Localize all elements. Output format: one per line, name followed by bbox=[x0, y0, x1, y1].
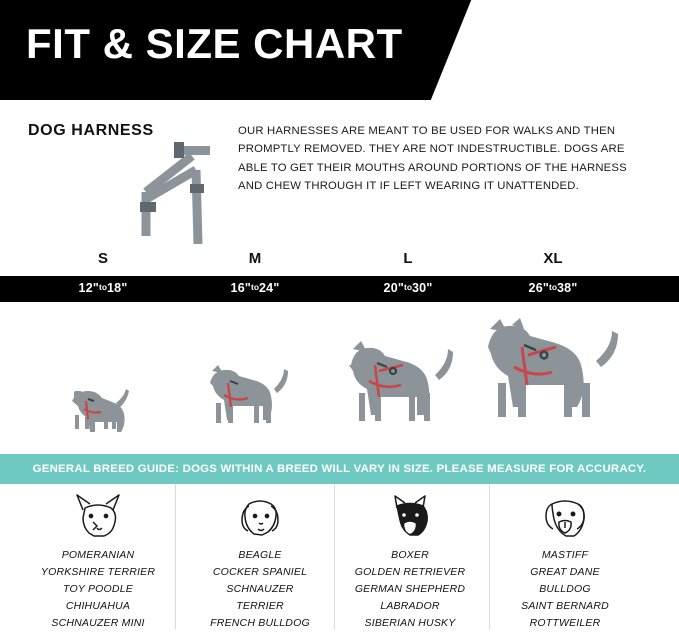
breed-item: MASTIFF bbox=[541, 549, 589, 561]
mastiff-head-icon bbox=[530, 492, 600, 538]
measurement-xl-min: 26" bbox=[528, 281, 549, 295]
measurement-s-max: 18" bbox=[107, 281, 128, 295]
breed-item: BEAGLE bbox=[238, 549, 282, 561]
breed-item: YORKSHIRE TERRIER bbox=[40, 566, 156, 578]
measurement-xl-to: to bbox=[548, 282, 558, 292]
breed-columns bbox=[0, 484, 679, 637]
breed-column-m bbox=[180, 492, 340, 632]
boxer-head-icon bbox=[375, 492, 445, 538]
size-label-s: S bbox=[97, 250, 108, 267]
measurement-l-to: to bbox=[403, 282, 413, 292]
breed-item: TOY POODLE bbox=[63, 583, 133, 595]
size-label-m: M bbox=[248, 250, 262, 267]
dog-harness-illustration bbox=[112, 140, 232, 250]
breed-column-l bbox=[330, 492, 490, 632]
chihuahua-head-icon bbox=[63, 492, 133, 538]
header-diagonal-accent bbox=[423, 0, 679, 100]
intro-section bbox=[0, 100, 679, 250]
measurement-bar bbox=[0, 276, 679, 302]
breed-item: BOXER bbox=[391, 549, 429, 561]
measurement-m-max: 24" bbox=[259, 281, 280, 295]
measurement-s-to: to bbox=[98, 282, 108, 292]
breed-column-xl bbox=[485, 492, 645, 632]
page-title: FIT & SIZE CHART bbox=[26, 20, 403, 67]
beagle-head-icon bbox=[225, 492, 295, 538]
measurement-s bbox=[33, 281, 173, 295]
breed-item: SIBERIAN HUSKY bbox=[364, 617, 456, 629]
breed-item: GREAT DANE bbox=[530, 566, 600, 578]
measurement-s-min: 12" bbox=[78, 281, 99, 295]
measurement-xl bbox=[483, 281, 623, 295]
breed-column-s bbox=[18, 492, 178, 632]
measurement-m-min: 16" bbox=[230, 281, 251, 295]
breed-item: SCHNAUZER MINI bbox=[51, 617, 145, 629]
breed-item: COCKER SPANIEL bbox=[212, 566, 308, 578]
measurement-m-to: to bbox=[250, 282, 260, 292]
breed-item: TERRIER bbox=[236, 600, 284, 612]
product-description: OUR HARNESSES ARE MEANT TO BE USED FOR WALKS AND THEN PROMPTLY REMOVED. THEY ARE NOT INDESTRUCTIBLE. DOGS ARE ABLE TO GET THEIR MOUTHS AROUND PORTIONS OF THE HARNESS AND CHEW THROUGH IT IF LEFT WEARING IT UNATTENDED. bbox=[238, 125, 627, 192]
breed-item: SCHNAUZER bbox=[226, 583, 294, 595]
product-title: DOG HARNESS bbox=[28, 122, 154, 139]
dog-silhouette-xl bbox=[468, 315, 618, 450]
size-label-l: L bbox=[403, 250, 413, 267]
breed-item: GERMAN SHEPHERD bbox=[354, 583, 466, 595]
breed-item: POMERANIAN bbox=[61, 549, 135, 561]
breed-item: LABRADOR bbox=[380, 600, 440, 612]
dog-silhouettes-row bbox=[0, 302, 679, 454]
breed-item: ROTTWEILER bbox=[529, 617, 601, 629]
dog-silhouette-m bbox=[178, 355, 328, 450]
breed-item: CHIHUAHUA bbox=[65, 600, 131, 612]
size-labels-row bbox=[0, 250, 679, 276]
breed-guide-banner bbox=[0, 454, 679, 484]
measurement-l bbox=[338, 281, 478, 295]
breed-item: SAINT BERNARD bbox=[521, 600, 609, 612]
breed-item: GOLDEN RETRIEVER bbox=[354, 566, 466, 578]
breed-item: BULLDOG bbox=[539, 583, 591, 595]
size-label-xl: XL bbox=[543, 250, 563, 267]
breed-item: FRENCH BULLDOG bbox=[210, 617, 310, 629]
dog-silhouette-l bbox=[325, 335, 475, 450]
breed-guide-banner-text: GENERAL BREED GUIDE: DOGS WITHIN A BREED WILL VARY IN SIZE. PLEASE MEASURE FOR ACCURACY. bbox=[32, 463, 647, 475]
measurement-m bbox=[185, 281, 325, 295]
measurement-l-min: 20" bbox=[383, 281, 404, 295]
page-header bbox=[0, 0, 679, 100]
measurement-l-max: 30" bbox=[412, 281, 433, 295]
dog-silhouette-s bbox=[28, 375, 178, 450]
measurement-xl-max: 38" bbox=[557, 281, 578, 295]
